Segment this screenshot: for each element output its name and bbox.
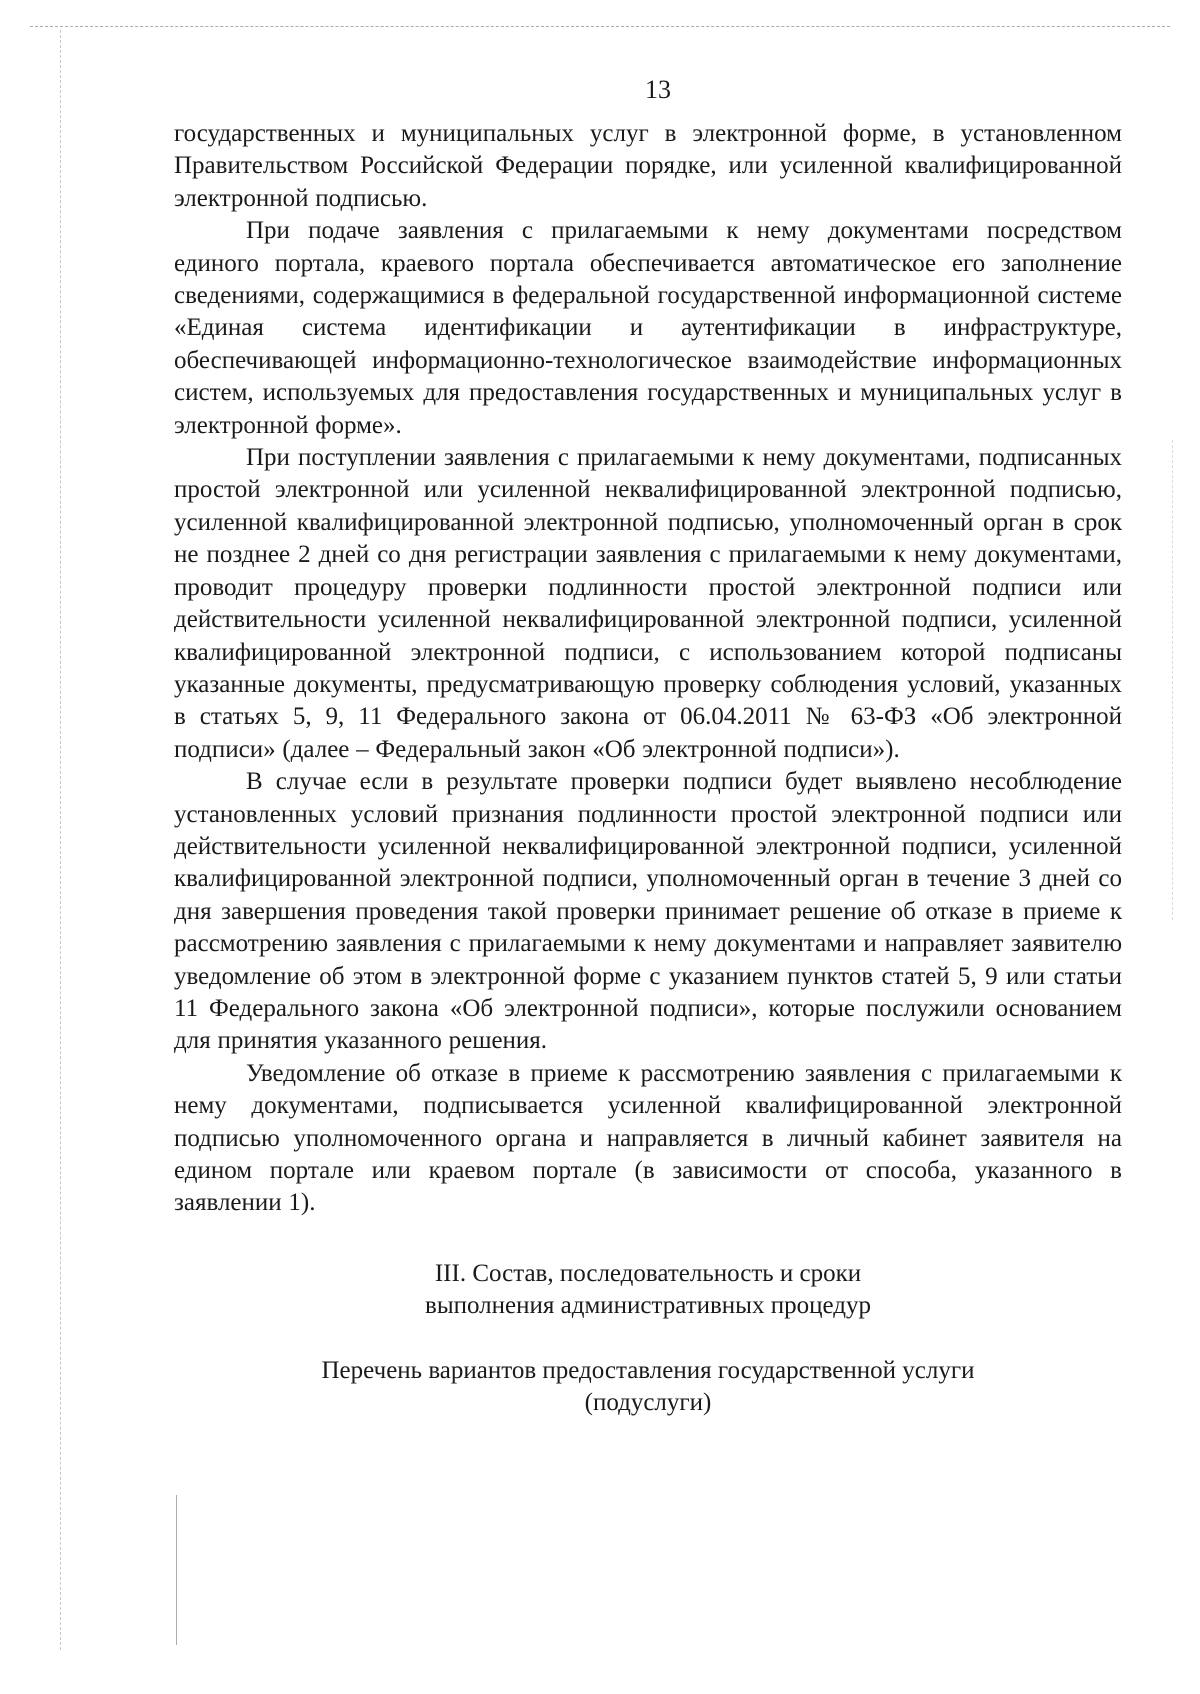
section-heading-line-2: выполнения административных процедур: [425, 1292, 871, 1320]
scan-mark-left: [176, 1495, 177, 1645]
section-heading: [174, 1258, 1122, 1323]
paragraph-signature-check: При поступлении заявления с прилагаемыми к нему документами, подписанных простой электронной или усиленной неквалифицированной электронной подписью, усиленной квалифицированной электронной подписью, уполномоченный орган в срок не позднее 2 дней со дня регистрации заявления с прилагаемыми к нему документами, проводит процедуру проверки подлинности простой электронной подписи или действительности усиленной неквалифицированной электронной подписи, усиленной квалифицированной электронной подписи, с использованием которой подписаны указанные документы, предусматривающую проверку соблюдения условий, указанных в статьях 5, 9, 11 Федерального закона от 06.04.2011 № 63-ФЗ «Об электронной подписи» (далее – Федеральный закон «Об электронной подписи»).: [174, 444, 1122, 763]
scan-border-top: [30, 26, 1170, 27]
document-page: [174, 70, 1122, 1419]
paragraph-portal-autofill: При подаче заявления с прилагаемыми к нему документами посредством единого портала, краевого портала обеспечивается автоматическое его заполнение сведениями, содержащимися в федеральной государственной информационной системе «Единая система идентификации и аутентификации в инфраструктуре, обеспечивающей информационно-технологическое взаимодействие информационных систем, используемых для предоставления государственных и муниципальных услуг в электронной форме».: [174, 217, 1122, 439]
page-number: 13: [645, 75, 671, 104]
scan-border-right: [1172, 440, 1173, 920]
sub-heading: [174, 1355, 1122, 1420]
sub-heading-line-2: (подуслуги): [584, 1389, 712, 1417]
scan-border-left: [60, 30, 61, 1650]
sub-heading-line-1: Перечень вариантов предоставления государственной услуги: [321, 1356, 975, 1384]
section-heading-line-1: III. Состав, последовательность и сроки: [434, 1259, 862, 1287]
paragraph-signature-failure: В случае если в результате проверки подписи будет выявлено несоблюдение установленных условий признания подлинности простой электронной подписи или действительности усиленной неквалифицированной электронной подписи, усиленной квалифицированной электронной подписи, уполномоченный орган в течение 3 дней со дня завершения проведения такой проверки принимает решение об отказе в приеме к рассмотрению заявления с прилагаемыми к нему документами и направляет заявителю уведомление об этом в электронной форме с указанием пунктов статей 5, 9 или статьи 11 Федерального закона «Об электронной подписи», которые послужили основанием для принятия указанного решения.: [174, 768, 1122, 1055]
paragraph-refusal-notice: Уведомление об отказе в приеме к рассмотрению заявления с прилагаемыми к нему документами, подписывается усиленной квалифицированной электронной подписью уполномоченного органа и направляется в личный кабинет заявителя на едином портале или краевом портале (в зависимости от способа, указанного в заявлении 1).: [174, 1059, 1122, 1217]
paragraph-continued: государственных и муниципальных услуг в электронной форме, в установленном Правительством Российской Федерации порядке, или усиленной квалифицированной электронной подписью.: [174, 120, 1122, 212]
